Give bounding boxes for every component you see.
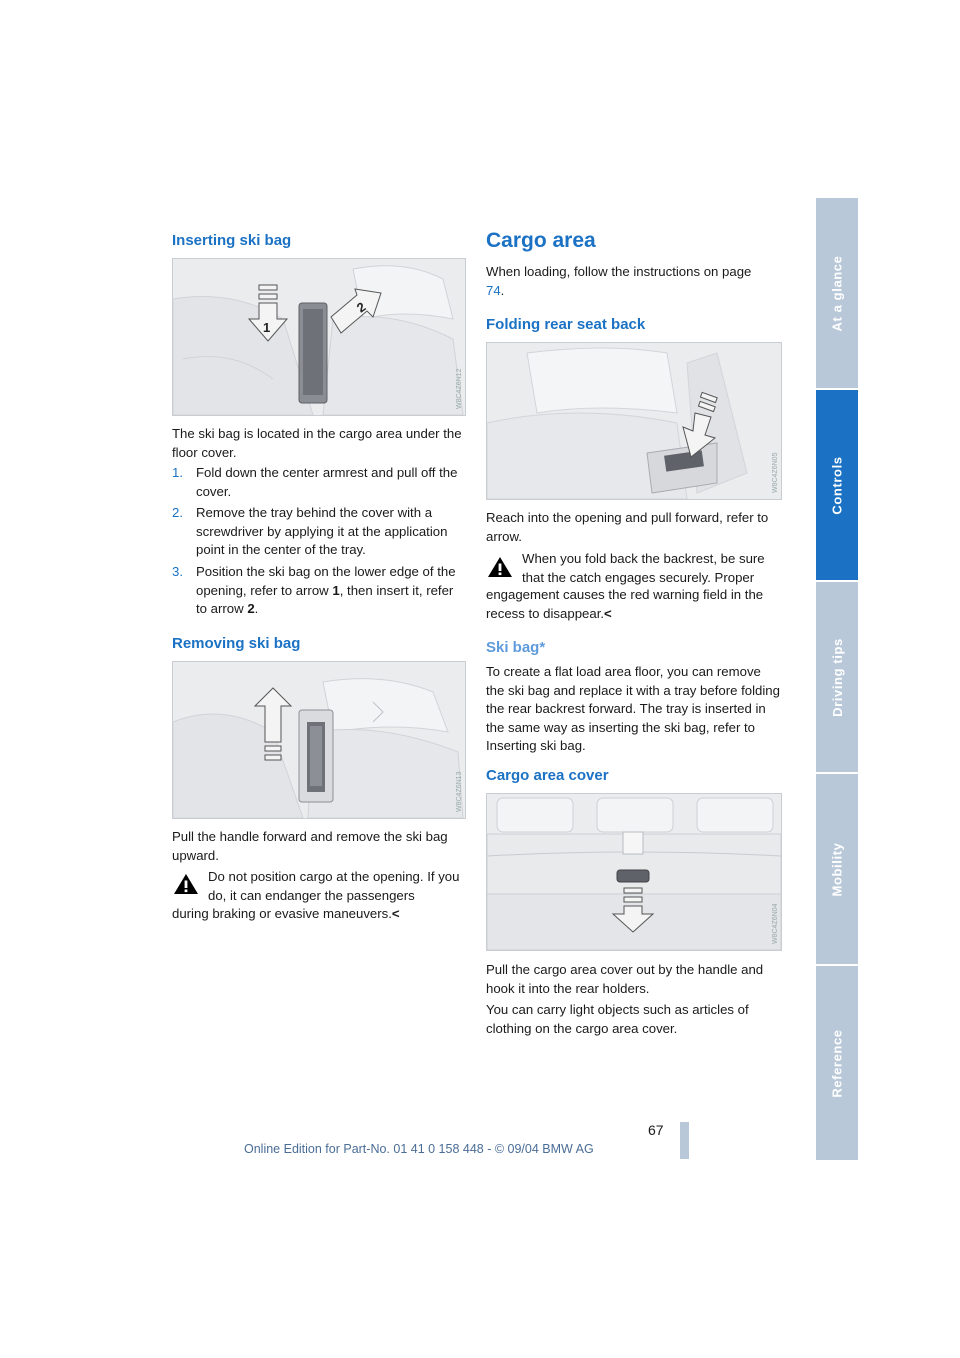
folding-text: Reach into the opening and pull forward, refer to arrow. xyxy=(486,510,769,544)
step-text: Position the ski bag on the lower edge of the opening, refer to arrow xyxy=(196,563,456,598)
arrow-ref: 1 xyxy=(332,582,340,598)
heading-ski-bag: Ski bag* xyxy=(486,639,546,656)
figure-code: W8C4Z6N04 xyxy=(772,903,779,944)
page-number-bar xyxy=(680,1122,689,1159)
figure-code: W8C4Z6N12 xyxy=(456,368,463,409)
ski-bag-text: To create a flat load area floor, you can remove the ski bag and replace it with a tray before folding the rear backrest forward. The tray is inserted in the same way as inserting the ski bag, refer to Inserting ski bag. xyxy=(486,664,780,754)
inserting-intro: The ski bag is located in the cargo area under the floor cover. xyxy=(172,426,462,460)
page-link-74[interactable]: 74 xyxy=(486,282,501,298)
figure-folding-rear-seat-back xyxy=(486,342,782,500)
cargo-intro-end: . xyxy=(500,282,505,298)
warning-triangle-icon xyxy=(172,872,200,896)
figure-cargo-area-cover xyxy=(486,793,782,951)
side-tab-controls[interactable]: Controls xyxy=(816,390,858,580)
side-tab-reference[interactable]: Reference xyxy=(816,966,858,1160)
list-item xyxy=(172,563,464,619)
steps-list xyxy=(172,464,464,619)
heading-folding-rear-seat-back: Folding rear seat back xyxy=(486,316,646,333)
side-tab-at-a-glance[interactable]: At a glance xyxy=(816,198,858,388)
footer-text: Online Edition for Part-No. 01 41 0 158 448 - © 09/04 BMW AG xyxy=(244,1142,594,1156)
warning-text-left: Do not position cargo at the opening. If you do, it can endanger the passengers xyxy=(208,869,460,903)
step-number: 2. xyxy=(172,505,183,521)
heading-inserting-ski-bag: Inserting ski bag xyxy=(172,232,292,249)
cargo-intro xyxy=(486,263,780,300)
side-tab-driving-tips[interactable]: Driving tips xyxy=(816,582,858,772)
page-number: 67 xyxy=(648,1122,664,1138)
heading-cargo-area: Cargo area xyxy=(486,229,596,252)
warning-rest: during braking or evasive maneuvers. xyxy=(172,906,392,921)
step-text: Fold down the center armrest and pull off the cover. xyxy=(196,465,458,499)
cover-text-1: Pull the cargo area cover out by the handle and hook it into the rear holders. xyxy=(486,962,764,996)
heading-cargo-area-cover: Cargo area cover xyxy=(486,767,609,784)
heading-removing-ski-bag: Removing ski bag xyxy=(172,635,301,652)
warning-triangle-icon xyxy=(486,555,514,579)
figure-code: W8C4Z6N05 xyxy=(772,452,779,493)
arrow-2-label: 2 xyxy=(353,299,369,316)
arrow-ref: 2 xyxy=(247,601,255,617)
arrow-1-label: 1 xyxy=(263,320,271,335)
end-mark: < xyxy=(391,906,400,921)
warning-rest: engagement causes the red warning field in the recess to disappear. xyxy=(486,587,764,621)
step-number: 1. xyxy=(172,465,183,480)
step-number: 3. xyxy=(172,563,183,579)
list-item xyxy=(172,504,464,560)
warning-text-right-rest xyxy=(486,586,780,623)
step-text: . xyxy=(254,601,259,617)
side-tab-mobility[interactable]: Mobility xyxy=(816,774,858,964)
cargo-intro-text: When loading, follow the instructions on page xyxy=(486,264,752,279)
step-text: , then insert it, refer to arrow xyxy=(196,582,454,617)
removing-text: Pull the handle forward and remove the ski bag upward. xyxy=(172,829,448,863)
cover-text-2: You can carry light objects such as articles of clothing on the cargo area cover. xyxy=(486,1002,749,1036)
warning-text-right: When you fold back the backrest, be sure that the catch engages securely. Proper xyxy=(522,551,765,585)
end-mark: < xyxy=(604,605,612,621)
warning-text-left-rest xyxy=(172,905,464,924)
figure-removing-ski-bag xyxy=(172,661,466,819)
figure-code: W8C4Z6N13 xyxy=(456,771,463,812)
step-text: Remove the tray behind the cover with a screwdriver by applying it at the application point in the center of the tray. xyxy=(196,505,448,558)
figure-inserting-ski-bag xyxy=(172,258,466,416)
list-item xyxy=(172,464,464,501)
